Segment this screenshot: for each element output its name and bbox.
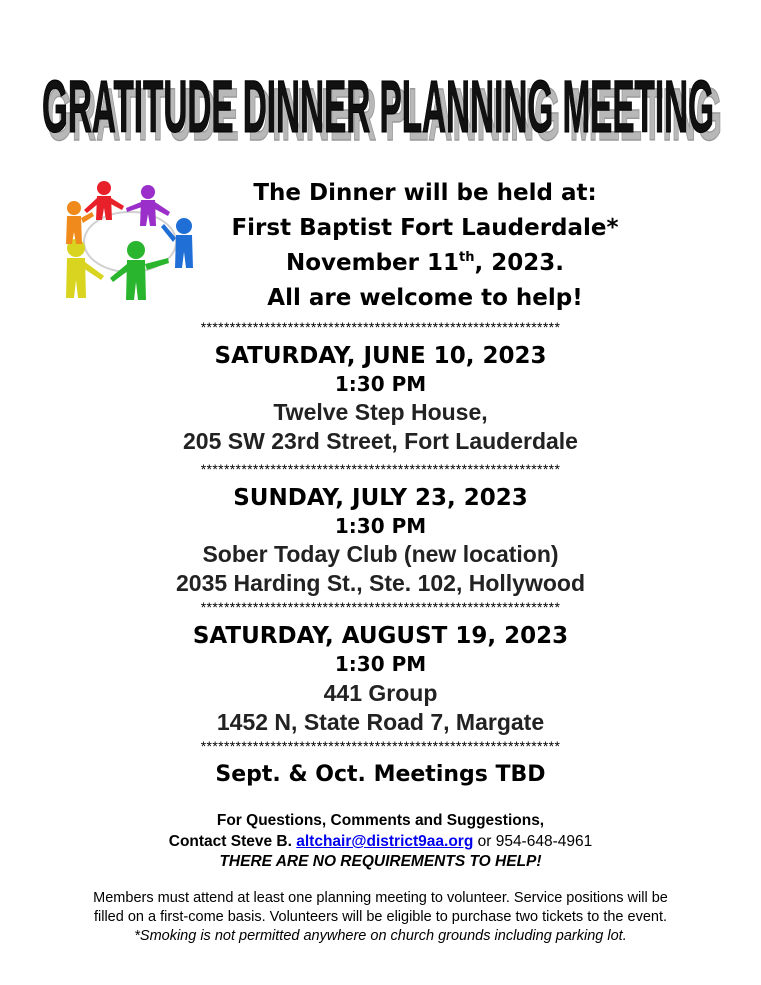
meeting-3-address: 1452 N, State Road 7, Margate — [216, 709, 545, 735]
banner-title-shadow: GRATITUDE DINNER PLANNING MEETING — [46, 73, 722, 154]
meeting-3-place: 441 Group — [323, 680, 438, 706]
questions-heading: For Questions, Comments and Suggestions, — [216, 812, 545, 829]
phone-number: or 954-648-4961 — [477, 833, 593, 850]
tbd-notice: Sept. & Oct. Meetings TBD — [215, 762, 546, 787]
meeting-2-address: 2035 Harding St., Ste. 102, Hollywood — [175, 570, 585, 596]
footer-line-1: Members must attend at least one planning meeting to volunteer. Service positions will be — [93, 890, 668, 906]
venue-date-year: , 2023. — [474, 250, 564, 276]
meeting-3-date: SATURDAY, AUGUST 19, 2023 — [192, 623, 569, 649]
venue-date — [200, 248, 650, 278]
meeting-3-time: 1:30 PM — [334, 652, 427, 676]
separator: ************************************************************** — [200, 599, 561, 615]
meeting-2-place: Sober Today Club (new location) — [202, 541, 559, 567]
venue-line-1: The Dinner will be held at: — [253, 180, 597, 206]
meeting-2-time: 1:30 PM — [334, 514, 427, 538]
meeting-1-place: Twelve Step House, — [273, 399, 488, 425]
meeting-2-date: SUNDAY, JULY 23, 2023 — [233, 485, 528, 511]
separator: ************************************************************** — [200, 461, 561, 477]
banner-title — [0, 44, 761, 154]
banner-title-text: GRATITUDE DINNER PLANNING MEETING — [42, 65, 714, 148]
no-requirements-notice: THERE ARE NO REQUIREMENTS TO HELP! — [219, 853, 542, 870]
venue-line-2: First Baptist Fort Lauderdale* — [231, 215, 619, 241]
footer-line-2: filled on a first-come basis. Volunteers will be eligible to purchase two tickets to the event. — [93, 909, 668, 925]
meeting-1-date: SATURDAY, JUNE 10, 2023 — [214, 343, 547, 369]
purple-person-icon — [126, 185, 170, 226]
separator: ************************************************************** — [200, 319, 561, 335]
meeting-1-time: 1:30 PM — [334, 372, 427, 396]
venue-date-sup: th — [459, 250, 475, 265]
venue-line-4: All are welcome to help! — [267, 285, 583, 311]
separator: ************************************************************** — [200, 738, 561, 754]
email-link[interactable]: altchair@district9aa.org — [296, 833, 474, 850]
venue-date-main: November 11 — [285, 250, 460, 276]
contact-line — [0, 832, 761, 852]
people-circle-image — [52, 178, 200, 306]
meeting-1-address: 205 SW 23rd Street, Fort Lauderdale — [183, 428, 578, 454]
footer-smoking-notice: *Smoking is not permitted anywhere on church grounds including parking lot. — [134, 928, 627, 944]
contact-label: Contact Steve B. — [168, 833, 292, 850]
